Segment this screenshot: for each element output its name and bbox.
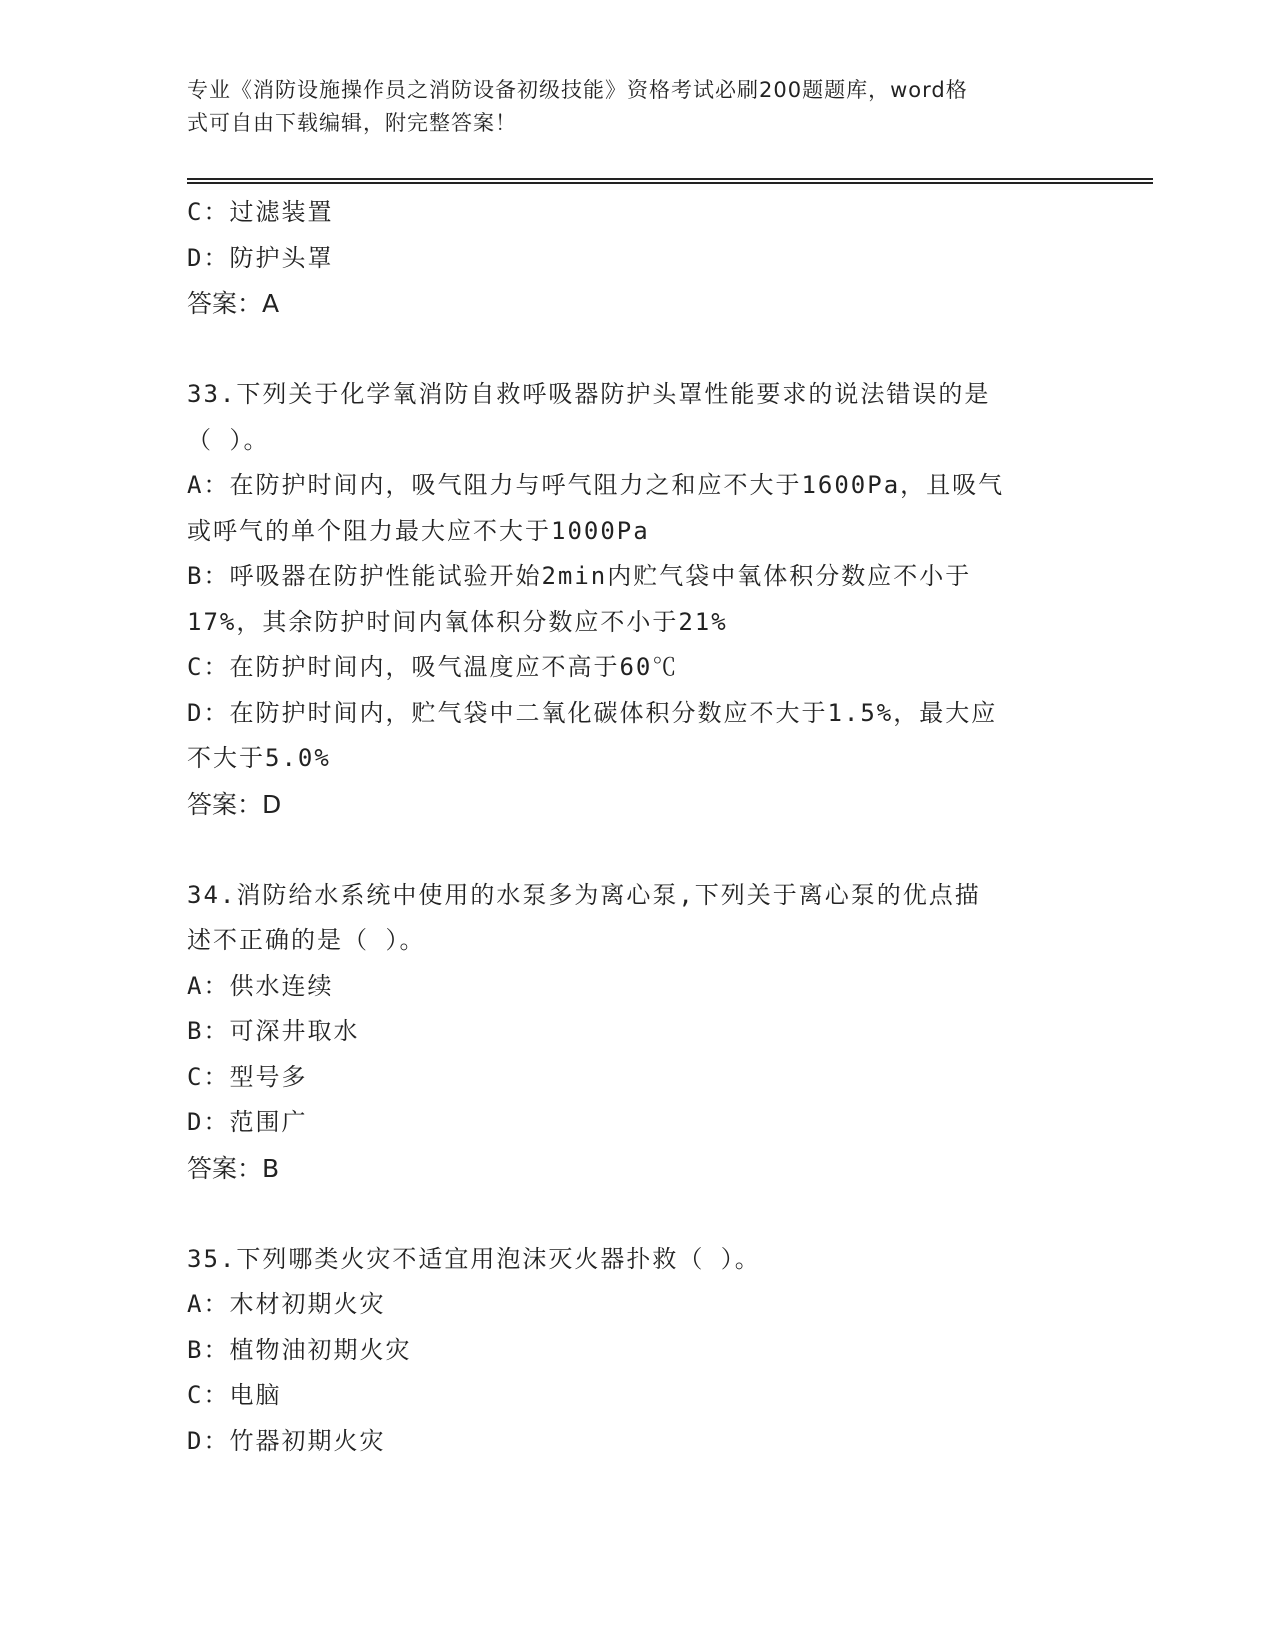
option-a-line-1: A：在防护时间内，吸气阻力与呼气阻力之和应不大于1600Pa，且吸气: [187, 471, 1005, 499]
document-header: [187, 74, 1087, 140]
header-divider-top: [187, 178, 1153, 180]
option-d-line-1: D：在防护时间内，贮气袋中二氧化碳体积分数应不大于1.5%，最大应: [187, 698, 998, 727]
header-divider-bottom: [187, 182, 1153, 184]
option-b: B：植物油初期火灾: [187, 1335, 412, 1364]
document-body: [187, 190, 1087, 1464]
option-b: B：可深井取水: [187, 1017, 360, 1045]
option-a-line-2: 或呼气的单个阻力最大应不大于1000Pa: [187, 516, 650, 545]
option-d: D：竹器初期火灾: [187, 1426, 386, 1455]
header-title-line-2: 式可自由下载编辑，附完整答案！: [187, 111, 517, 135]
option-a: A：供水连续: [187, 971, 334, 1000]
question-gap: [187, 1191, 1087, 1237]
option-c: C：型号多: [187, 1062, 308, 1091]
question-gap: [187, 827, 1087, 873]
option-c: C：电脑: [187, 1381, 282, 1409]
option-d-line-2: 不大于5.0%: [187, 744, 331, 772]
question-gap: [187, 327, 1087, 373]
option-c: C：过滤装置: [187, 198, 334, 226]
option-d: D：范围广: [187, 1108, 308, 1136]
question-34: [187, 873, 1087, 1192]
option-b-line-2: 17%，其余防护时间内氧体积分数应不小于21%: [187, 607, 728, 636]
question-35: [187, 1237, 1087, 1465]
previous-question-tail: [187, 190, 1087, 327]
answer-line: 答案：D: [187, 789, 282, 819]
option-a: A：木材初期火灾: [187, 1290, 386, 1318]
question-stem-line-2: （ ）。: [187, 425, 270, 454]
answer-line: 答案：A: [187, 289, 280, 318]
question-stem-line-1: 33.下列关于化学氧消防自救呼吸器防护头罩性能要求的说法错误的是: [187, 380, 991, 408]
option-c: C：在防护时间内，吸气温度应不高于60℃: [187, 653, 679, 681]
option-b-line-1: B：呼吸器在防护性能试验开始2min内贮气袋中氧体积分数应不小于: [187, 562, 972, 590]
answer-line: 答案：B: [187, 1153, 280, 1183]
option-d: D：防护头罩: [187, 243, 334, 272]
question-33: [187, 372, 1087, 827]
question-stem: 35.下列哪类火灾不适宜用泡沫灭火器扑救（ ）。: [187, 1244, 761, 1273]
question-stem-line-1: 34.消防给水系统中使用的水泵多为离心泵,下列关于离心泵的优点描: [187, 880, 981, 909]
question-stem-line-2: 述不正确的是（ ）。: [187, 926, 426, 954]
header-title-line-1: 专业《消防设施操作员之消防设备初级技能》资格考试必刷200题题库，word格: [187, 78, 968, 102]
